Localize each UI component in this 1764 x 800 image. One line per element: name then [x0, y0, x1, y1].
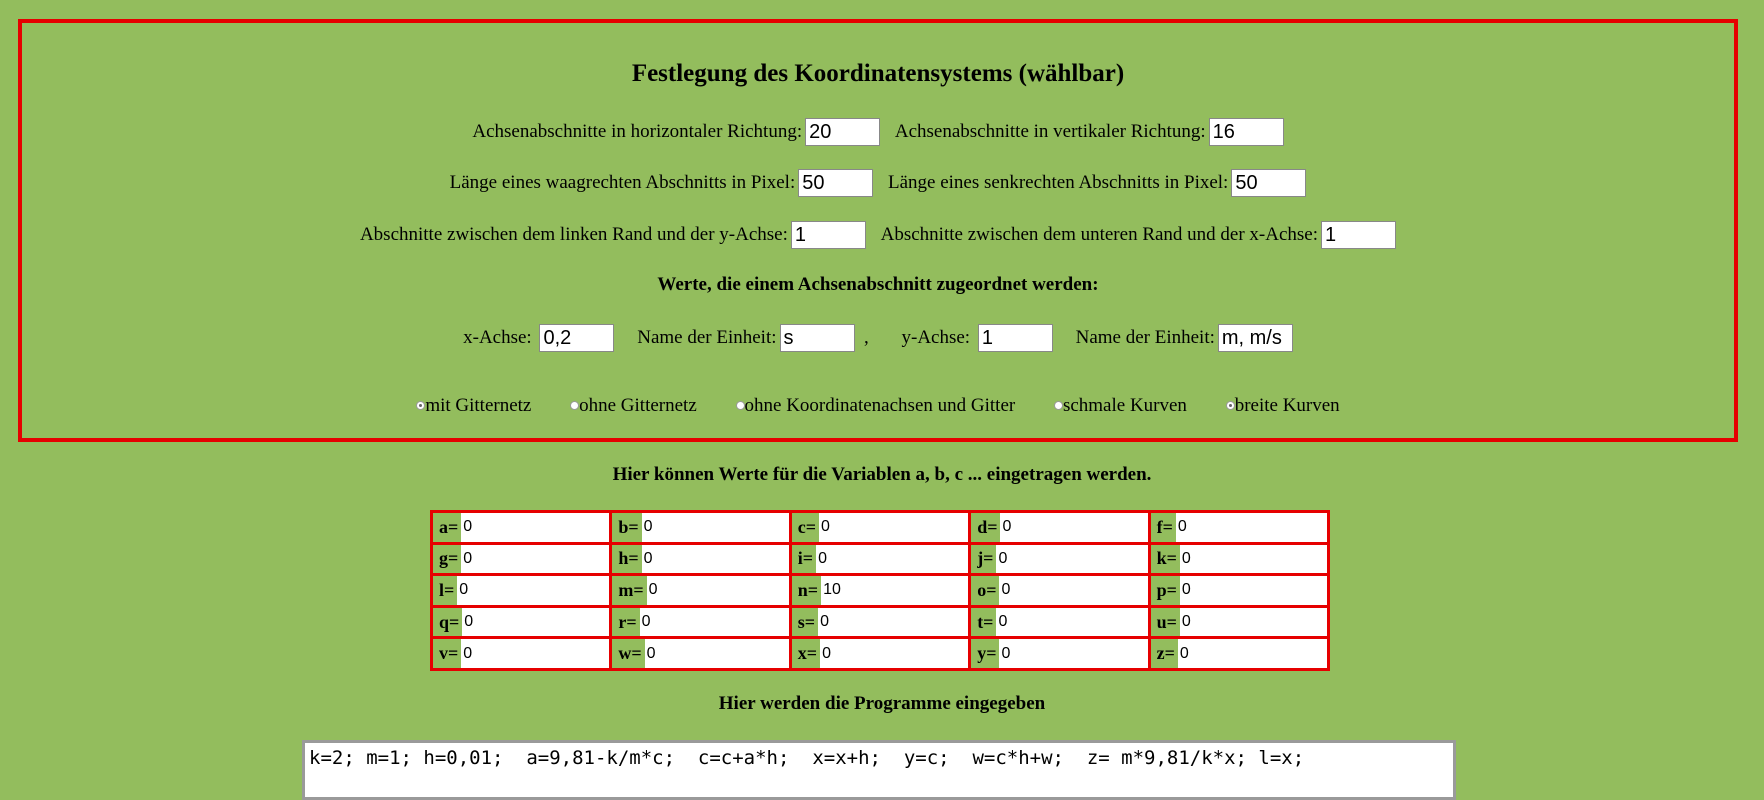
variable-value-input[interactable]: 0 [646, 644, 656, 662]
variable-value-input[interactable]: 0 [643, 549, 653, 567]
horizontal-sections-label: Achsenabschnitte in horizontaler Richtung: [472, 121, 803, 142]
variable-value-input[interactable]: 0 [821, 518, 830, 536]
variable-value-input[interactable]: 0 [1001, 581, 1011, 599]
radio-with-grid[interactable] [416, 395, 531, 417]
variable-label: p= [1151, 576, 1180, 605]
radio-button-icon[interactable] [736, 401, 745, 410]
variable-cell[interactable] [612, 639, 788, 668]
variables-table [430, 510, 1330, 671]
variable-value-input[interactable]: 0 [998, 549, 1008, 567]
variable-label: z= [1151, 639, 1178, 668]
radio-button-icon[interactable] [570, 401, 579, 410]
radio-button-icon[interactable] [1054, 401, 1063, 410]
variable-cell[interactable] [792, 639, 968, 668]
bottom-offset-label: Abschnitte zwischen dem unteren Rand und der x-Achse: [880, 224, 1319, 245]
variable-cell[interactable] [971, 576, 1147, 605]
x-unit-input[interactable] [780, 324, 855, 352]
variable-value-input[interactable]: 10 [823, 581, 841, 599]
variable-cell[interactable] [971, 545, 1147, 574]
variable-value-input[interactable]: 0 [1001, 644, 1011, 662]
variable-cell[interactable] [1151, 608, 1327, 637]
radio-thin-curves[interactable] [1054, 395, 1187, 417]
variable-value-input[interactable]: 0 [464, 613, 474, 631]
variable-value-input[interactable]: 0 [459, 581, 469, 599]
program-heading: Hier werden die Programme eingegeben [718, 693, 1046, 714]
radio-button-icon[interactable] [416, 401, 425, 410]
variable-value-input[interactable]: 0 [818, 549, 827, 567]
variable-label: w= [612, 639, 644, 668]
variable-value-input[interactable]: 0 [1002, 518, 1012, 536]
variable-cell[interactable] [1151, 545, 1327, 574]
variable-value-input[interactable]: 0 [463, 549, 473, 567]
variable-label: c= [792, 513, 819, 542]
variable-label: v= [433, 639, 461, 668]
x-axis-value-input[interactable] [539, 324, 614, 352]
variable-value-input[interactable]: 0 [1177, 518, 1187, 536]
variable-label: h= [612, 545, 641, 574]
variable-label: r= [612, 608, 639, 637]
variable-label: u= [1151, 608, 1180, 637]
variable-cell[interactable] [433, 608, 609, 637]
vertical-length-input[interactable] [1231, 169, 1306, 197]
radio-label: ohne Gitternetz [579, 395, 697, 416]
variable-label: g= [433, 545, 461, 574]
vertical-sections-label: Achsenabschnitte in vertikaler Richtung: [894, 121, 1206, 142]
variable-cell[interactable] [792, 513, 968, 542]
left-offset-input[interactable] [791, 221, 866, 249]
vertical-length-label: Länge eines senkrechten Abschnitts in Pixel: [888, 172, 1229, 193]
variable-label: s= [792, 608, 818, 637]
radio-label: schmale Kurven [1062, 395, 1187, 416]
variable-value-input[interactable]: 0 [641, 613, 651, 631]
unit-separator: , [864, 327, 869, 348]
variable-cell[interactable] [792, 545, 968, 574]
bottom-offset-input[interactable] [1321, 221, 1396, 249]
variable-label: f= [1151, 513, 1176, 542]
variable-cell[interactable] [433, 545, 609, 574]
variable-cell[interactable] [971, 639, 1147, 668]
y-axis-label: y-Achse: [901, 327, 971, 348]
left-offset-label: Abschnitte zwischen dem linken Rand und der y-Achse: [359, 224, 788, 245]
variable-cell[interactable] [612, 576, 788, 605]
variable-cell[interactable] [612, 545, 788, 574]
variable-label: x= [792, 639, 820, 668]
horizontal-length-input[interactable] [798, 169, 873, 197]
values-heading: Werte, die einem Achsenabschnitt zugeordnet werden: [657, 274, 1099, 295]
variable-label: a= [433, 513, 461, 542]
horizontal-sections-input[interactable] [805, 118, 880, 146]
variable-label: o= [971, 576, 999, 605]
section-length-row [22, 169, 1734, 197]
variable-value-input[interactable]: 0 [1181, 549, 1191, 567]
radio-label: breite Kurven [1234, 395, 1340, 416]
radio-label: ohne Koordinatenachsen und Gitter [744, 395, 1016, 416]
radio-no-axes[interactable] [736, 395, 1016, 417]
y-unit-label: Name der Einheit: [1075, 327, 1215, 348]
variables-heading: Hier können Werte für die Variablen a, b, c ... eingetragen werden. [612, 464, 1152, 485]
y-axis-value-input[interactable] [978, 324, 1053, 352]
variable-label: i= [792, 545, 816, 574]
radio-button-icon[interactable] [1226, 401, 1235, 410]
horizontal-length-label: Länge eines waagrechten Abschnitts in Pixel: [449, 172, 796, 193]
variable-cell[interactable] [433, 576, 609, 605]
variable-cell[interactable] [1151, 513, 1327, 542]
variable-cell[interactable] [612, 513, 788, 542]
variable-value-input[interactable]: 0 [998, 613, 1008, 631]
radio-without-grid[interactable] [570, 395, 697, 417]
variable-cell[interactable] [792, 608, 968, 637]
variable-label: l= [433, 576, 457, 605]
variable-value-input[interactable]: 0 [463, 518, 473, 536]
panel-title: Festlegung des Koordinatensystems (wählbar) [631, 60, 1125, 87]
variable-cell[interactable] [1151, 639, 1327, 668]
vertical-sections-input[interactable] [1209, 118, 1284, 146]
variable-label: m= [612, 576, 646, 605]
variable-cell[interactable] [1151, 576, 1327, 605]
x-axis-label: x-Achse: [463, 327, 532, 348]
unit-row [22, 324, 1734, 352]
radio-label: mit Gitternetz [425, 395, 532, 416]
y-unit-input[interactable] [1218, 324, 1293, 352]
variable-label: j= [971, 545, 996, 574]
radio-wide-curves[interactable] [1226, 395, 1340, 417]
display-options [22, 395, 1734, 417]
program-editor[interactable]: k=2; m=1; h=0,01; a=9,81-k/m*c; c=c+a*h; x=x+h; y=c; w=c*h+w; z= m*9,81/k*x; l=x; [302, 740, 1456, 800]
variable-cell[interactable] [971, 608, 1147, 637]
variable-value-input[interactable]: 0 [1181, 613, 1191, 631]
variable-value-input[interactable]: 0 [822, 644, 831, 662]
coordinate-settings-panel [18, 19, 1738, 442]
variable-cell[interactable] [612, 608, 788, 637]
variable-label: q= [433, 608, 462, 637]
variable-cell[interactable] [971, 513, 1147, 542]
variable-value-input[interactable]: 0 [643, 518, 653, 536]
variable-cell[interactable] [433, 513, 609, 542]
axis-sections-row [22, 118, 1734, 146]
variable-label: b= [612, 513, 641, 542]
variable-value-input[interactable]: 0 [1181, 581, 1191, 599]
variable-label: k= [1151, 545, 1180, 574]
variable-value-input[interactable]: 0 [648, 581, 658, 599]
variable-cell[interactable] [433, 639, 609, 668]
variable-label: y= [971, 639, 999, 668]
x-unit-label: Name der Einheit: [637, 327, 777, 348]
variable-cell[interactable] [792, 576, 968, 605]
axis-offset-row [22, 221, 1734, 249]
variable-label: n= [792, 576, 821, 605]
variable-value-input[interactable]: 0 [1179, 644, 1189, 662]
variable-value-input[interactable]: 0 [820, 613, 829, 631]
variable-label: d= [971, 513, 1000, 542]
variable-label: t= [971, 608, 996, 637]
variable-value-input[interactable]: 0 [463, 644, 473, 662]
